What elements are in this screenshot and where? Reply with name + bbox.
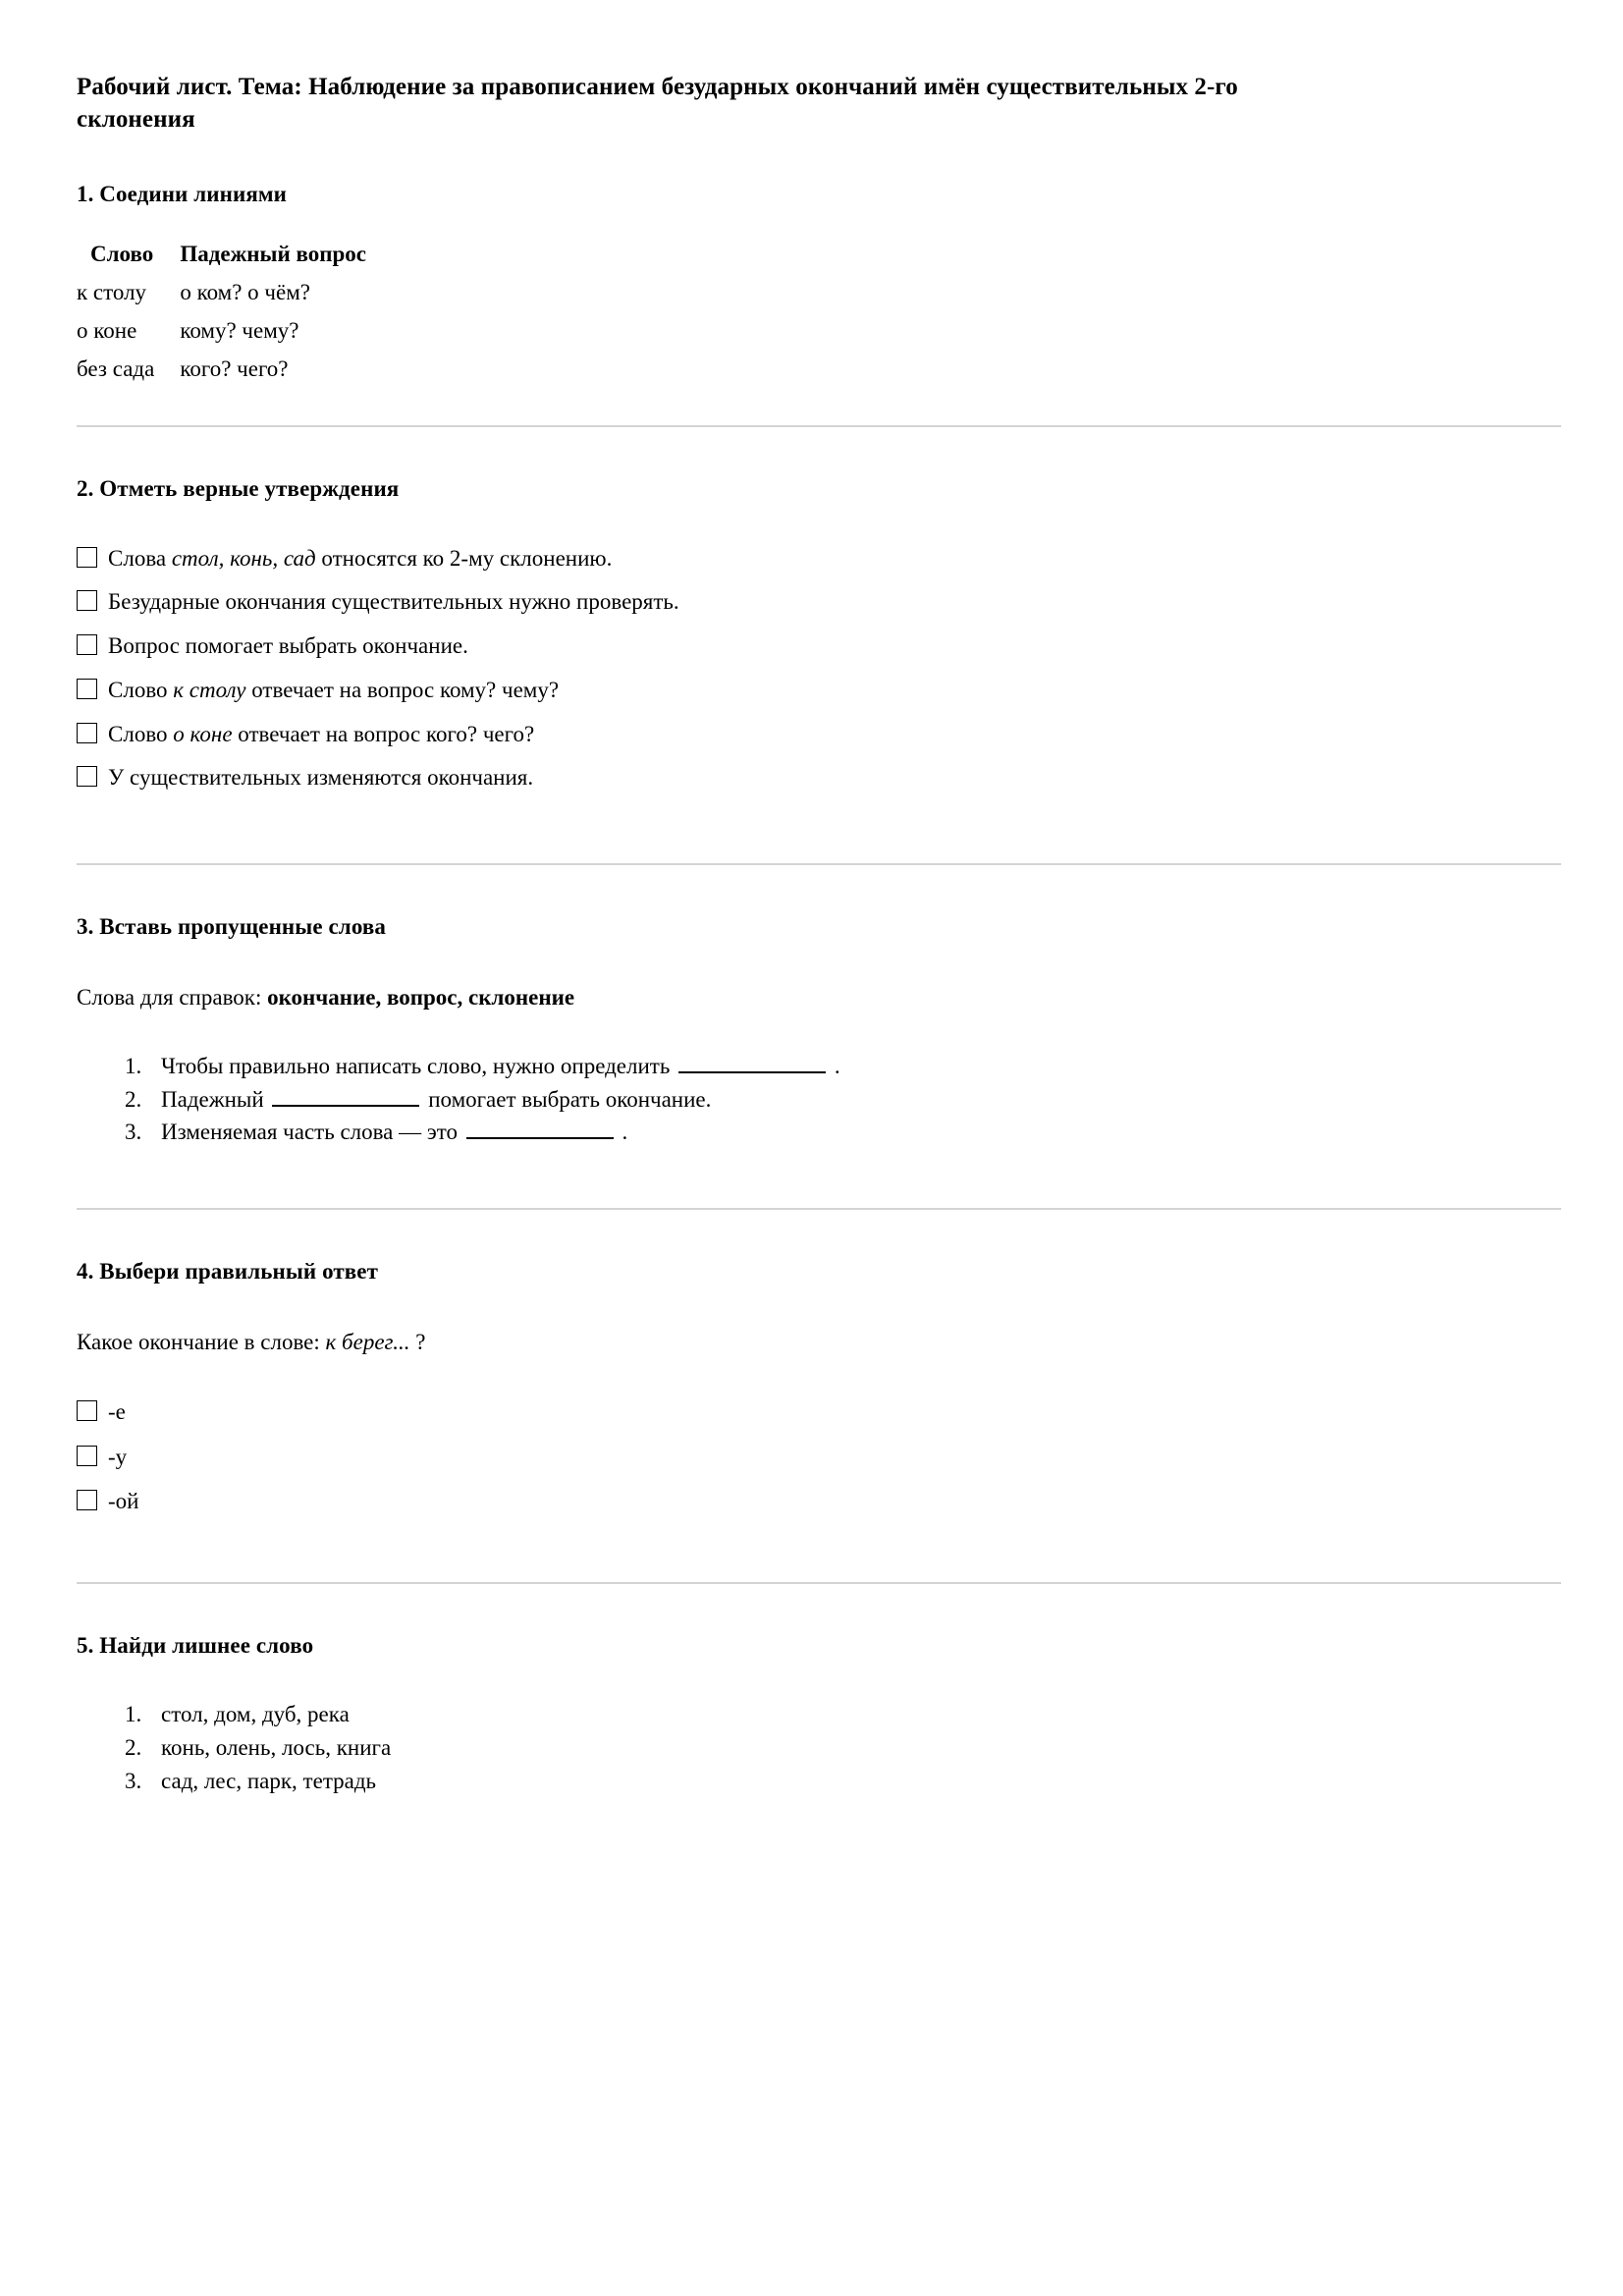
checkbox-statement-row[interactable]: [77, 764, 1561, 793]
checkbox-icon[interactable]: [77, 634, 97, 655]
column-header-question: Падежный вопрос: [180, 241, 366, 266]
table-row: [77, 319, 392, 357]
section-5-heading: 5. Найди лишнее слово: [77, 1632, 314, 1658]
reference-words-line: [77, 983, 1561, 1012]
checkbox-icon[interactable]: [77, 547, 97, 568]
answer-option-row[interactable]: [77, 1488, 1561, 1515]
fill-in-item[interactable]: 2. Падежный помогает выбрать окончание.: [147, 1083, 1561, 1117]
statement-text: У существительных изменяются окончания.: [108, 765, 534, 791]
section-1-heading: 1. Соедини линиями: [77, 181, 287, 206]
odd-one-out-item[interactable]: 2. конь, олень, лось, книга: [147, 1731, 1561, 1765]
reference-label: Слова для справок:: [77, 985, 268, 1010]
statement-text: Слова стол, конь, сад относятся ко 2-му склонению.: [108, 545, 613, 571]
blank-field[interactable]: [466, 1118, 614, 1139]
statement-text: Безударные окончания существительных нужно проверять.: [108, 589, 679, 615]
question-cell[interactable]: кому? чему?: [180, 317, 299, 343]
answer-option-row[interactable]: [77, 1398, 1561, 1426]
checkbox-icon[interactable]: [77, 766, 97, 787]
checkbox-icon[interactable]: [77, 590, 97, 611]
checkbox-icon[interactable]: [77, 1446, 97, 1466]
checkbox-statement-row[interactable]: [77, 721, 1561, 749]
statement-checklist: [77, 545, 1561, 793]
checkbox-statement-row[interactable]: [77, 545, 1561, 574]
matching-table: [77, 243, 392, 380]
answer-option-label: -ой: [108, 1489, 139, 1514]
word-cell[interactable]: к столу: [77, 279, 147, 304]
checkbox-statement-row[interactable]: [77, 588, 1561, 617]
section-2-heading: 2. Отметь верные утверждения: [77, 475, 400, 501]
column-header-word: Слово: [90, 241, 154, 266]
blank-field[interactable]: [272, 1085, 419, 1107]
fill-in-item[interactable]: 1. Чтобы правильно написать слово, нужно определить .: [147, 1050, 1561, 1083]
fill-in-item[interactable]: 3. Изменяемая часть слова — это .: [147, 1116, 1561, 1149]
checkbox-statement-row[interactable]: [77, 632, 1561, 661]
statement-text: Вопрос помогает выбрать окончание.: [108, 633, 468, 658]
page-title: Рабочий лист. Тема: Наблюдение за правописанием безударных окончаний имён существительных 2-го склонения: [77, 74, 1238, 134]
table-header-row: [77, 243, 392, 281]
fill-in-list: [77, 1050, 1561, 1149]
answer-option-row[interactable]: [77, 1444, 1561, 1471]
word-cell[interactable]: без сада: [77, 355, 155, 381]
answer-option-list: [77, 1398, 1561, 1515]
odd-one-out-list: [77, 1698, 1561, 1797]
question-cell[interactable]: о ком? о чём?: [180, 279, 310, 304]
odd-one-out-item[interactable]: 3. сад, лес, парк, тетрадь: [147, 1765, 1561, 1798]
table-row: [77, 281, 392, 319]
blank-field[interactable]: [678, 1052, 826, 1073]
checkbox-icon[interactable]: [77, 723, 97, 743]
question-cell[interactable]: кого? чего?: [180, 355, 289, 381]
statement-text: Слово к столу отвечает на вопрос кому? чему?: [108, 677, 560, 702]
table-row: [77, 357, 392, 380]
answer-option-label: -е: [108, 1399, 126, 1425]
word-cell[interactable]: о коне: [77, 317, 137, 343]
checkbox-statement-row[interactable]: [77, 677, 1561, 705]
odd-one-out-item[interactable]: 1. стол, дом, дуб, река: [147, 1698, 1561, 1731]
section-4-heading: 4. Выбери правильный ответ: [77, 1259, 379, 1285]
section-3-heading: 3. Вставь пропущенные слова: [77, 914, 386, 939]
answer-option-label: -у: [108, 1444, 128, 1469]
checkbox-icon[interactable]: [77, 1400, 97, 1421]
checkbox-icon[interactable]: [77, 679, 97, 699]
question-text: Какое окончание в слове: к берег... ?: [77, 1330, 426, 1355]
checkbox-icon[interactable]: [77, 1490, 97, 1510]
reference-words: окончание, вопрос, склонение: [267, 985, 575, 1010]
statement-text: Слово о коне отвечает на вопрос кого? чего?: [108, 721, 535, 746]
